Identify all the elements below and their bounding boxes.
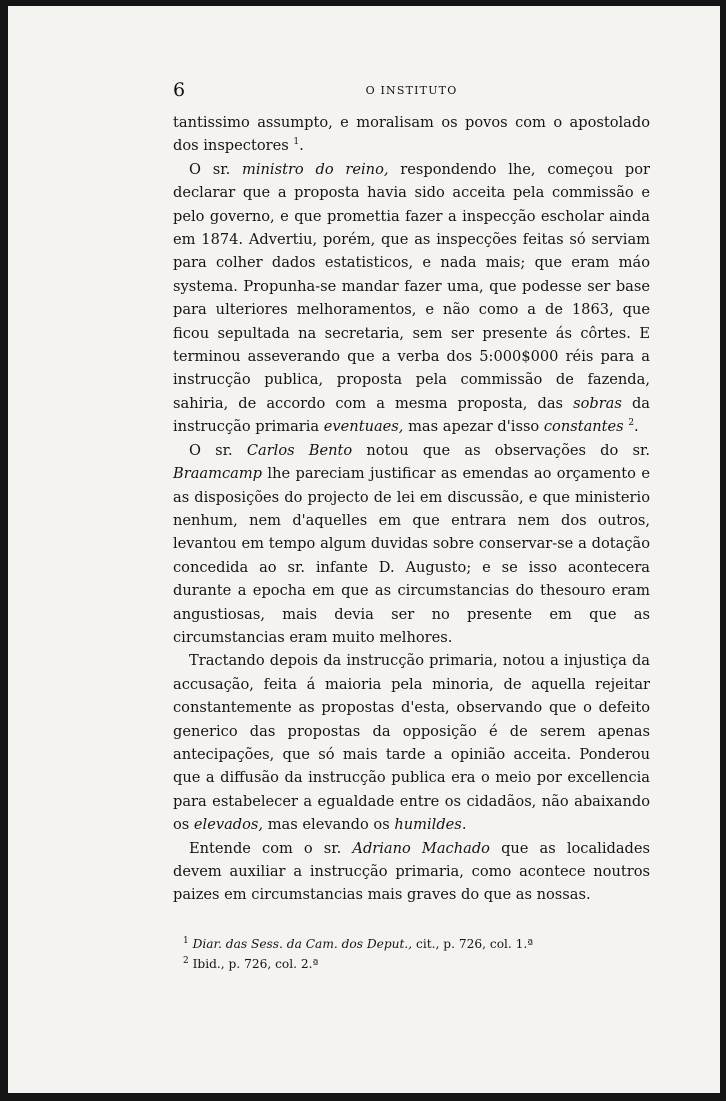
footnote-text: Ibid., p. 726, col. 2.ª — [188, 957, 319, 971]
paragraph-text: lhe pareciam justificar as emendas ao orçamento e as disposições do projecto de lei em discussão, e que ministerio nenhum, nem d'aquelles em que entrara nem dos outros, levantou em tempo algum duvidas sobre conservar-se a dotação concedida ao sr. infante D. Augusto; e se isso acontecera durante a epocha em que as circumstancias do thesouro eram angustiosas, mais devia ser no presente em que as circumstancias eram muito melhores. — [173, 465, 650, 646]
paragraph-text: tantissimo assumpto, e moralisam os povos com o apostolado dos inspectores — [173, 114, 650, 155]
footnote-text: cit., p. 726, col. 1.ª — [412, 937, 534, 951]
paragraph-text: . — [461, 816, 467, 834]
paragraph-text: O sr. — [189, 441, 247, 459]
paragraph-1 — [173, 111, 650, 158]
italic-text: constantes — [543, 418, 624, 436]
paragraph-text: da instrucção primaria — [173, 394, 650, 436]
paragraph-text: respondendo lhe, começou por declarar que a proposta havia sido acceita pela commissão e pelo governo, e que promettia fazer a inspecção escholar ainda em 1874. Advertiu, porém, que as inspecções feitas só serviam para colher dados estatisticos, e nada mais; que eram máo systema. Propunha-se mandar fazer uma, que podesse ser base para ulteriores melhoramentos, e não como a de 1863, que ficou sepultada na secretaria, sem ser presente ás côrtes. E terminou asseverando que a verba dos 5:000$000 réis para a instrucção publica, proposta pela commissão de fazenda, sahiria, de accordo com a mesma proposta, das — [173, 160, 651, 412]
paragraph-text: O sr. — [189, 160, 243, 178]
italic-text: eventuaes, — [323, 418, 404, 436]
italic-text: elevados, — [193, 816, 264, 834]
footnote-ref: 1 — [293, 137, 300, 148]
paragraph-text: notou que as observações do sr. — [352, 441, 650, 459]
paragraph-2 — [173, 158, 650, 439]
paragraph-3 — [173, 439, 650, 650]
footnote-2 — [173, 954, 650, 974]
paragraph-5 — [173, 837, 650, 907]
paragraph-text: mas elevando os — [263, 816, 395, 834]
footnote-ref: 2 — [628, 418, 635, 429]
paragraph-text: Tractando depois da instrucção primaria, notou a injustiça da accusação, feita á maioria pela minoria, de aquella rejeitar constantemente as propostas d'esta, observando que o defeito generico das propostas da opposição é de serem apenas antecipações, que só mais tarde a opinião acceita. Ponderou que a diffusão da instrucção publica era o meio por excellencia para estabelecer a egualdade entre os cidadãos, não abaixando os — [173, 652, 650, 834]
paragraph-text: mas apezar d'isso — [403, 418, 544, 436]
footnote-mark: 2 — [183, 955, 189, 966]
italic-text: Adriano Machado — [352, 839, 490, 857]
paragraph-text: . — [299, 137, 304, 155]
italic-text: ministro do reino, — [242, 160, 389, 178]
body-text — [173, 111, 650, 907]
page-scan — [8, 6, 720, 1093]
page-header — [173, 79, 650, 103]
footnote-1 — [173, 934, 650, 954]
italic-text: Braamcamp — [173, 465, 262, 483]
page-number: 6 — [173, 79, 186, 101]
paragraph-text: que as localidades devem auxiliar a instrucção primaria, como acontece noutros paizes em circumstancias mais graves do que as nossas. — [173, 839, 650, 904]
paragraph-4 — [173, 649, 650, 836]
italic-text: Carlos Bento — [246, 441, 353, 459]
italic-text: sobras — [573, 394, 622, 412]
footnote-citation: Diar. das Sess. da Cam. dos Deput., — [192, 937, 413, 951]
footnotes — [173, 934, 650, 974]
paragraph-text: . — [634, 418, 639, 436]
italic-text: humildes — [394, 816, 462, 834]
paragraph-text: Entende com o sr. — [189, 839, 353, 857]
footnote-mark: 1 — [183, 935, 189, 946]
running-title: O INSTITUTO — [365, 84, 458, 97]
